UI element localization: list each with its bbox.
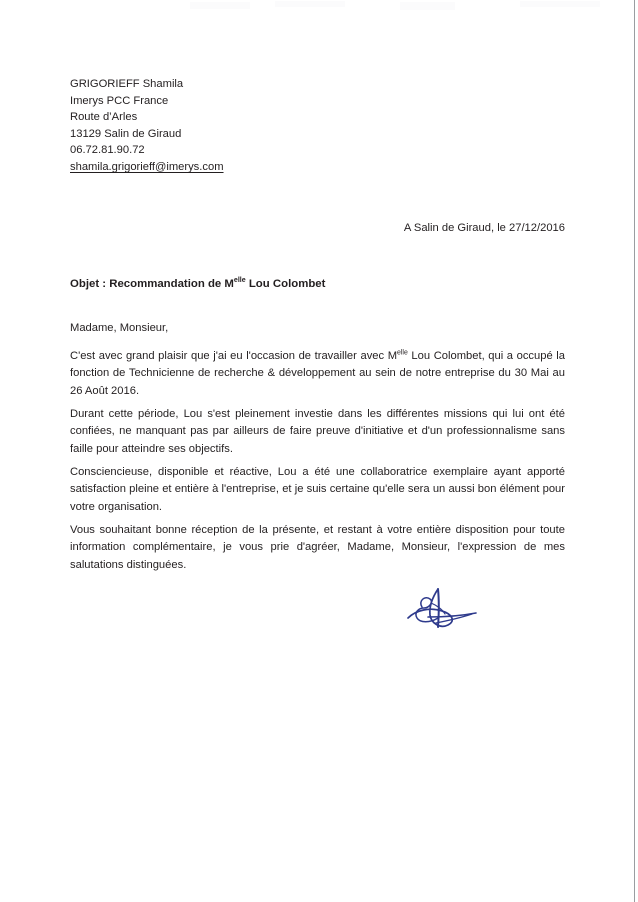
sender-city: 13129 Salin de Giraud <box>70 127 182 140</box>
body-paragraph-1 <box>70 348 565 400</box>
paragraph-1-after: Lou Colombet, qui a occupé la fonction de Technicienne de recherche & développement au sein de notre entreprise du 30 Mai au 26 Août 2016. <box>70 350 565 397</box>
subject-suffix: Lou Colombet <box>245 278 326 290</box>
body-paragraph-4: Vous souhaitant bonne réception de la présente, et restant à votre entière disposition pour toute information complémentaire, je vous prie d'agréer, Madame, Monsieur, l'expression de mes salutations distinguées. <box>70 524 565 571</box>
sender-email-link[interactable]: shamila.grigorieff@imerys.com <box>70 160 224 173</box>
paragraph-1-superscript: elle <box>397 349 408 357</box>
scan-smudge <box>400 2 455 10</box>
body-paragraph-2: Durant cette période, Lou s'est pleinement investie dans les différentes missions qui lui ont été confiées, ne manquant pas par ailleurs de faire preuve d'initiative et d'un professionnalisme sans faille pour atteindre ses objectifs. <box>70 408 565 455</box>
sender-address-block <box>70 76 490 176</box>
body-paragraph-3: Consciencieuse, disponible et réactive, Lou a été une collaboratrice exemplaire ayant apporté satisfaction pleine et entière à l'entreprise, et je suis certaine qu'elle sera un aussi bon élément pour votre organisation. <box>70 466 565 513</box>
scan-smudge <box>520 1 600 7</box>
sender-company: Imerys PCC France <box>70 94 169 107</box>
sender-name: GRIGORIEFF Shamila <box>70 78 184 90</box>
sender-street: Route d’Arles <box>70 111 138 124</box>
salutation: Madame, Monsieur, <box>70 322 169 334</box>
subject-line <box>70 276 565 292</box>
subject-prefix: Objet : Recommandation de M <box>70 278 234 290</box>
page-edge-line <box>634 0 635 902</box>
scan-smudge <box>190 2 250 9</box>
date-line: A Salin de Giraud, le 27/12/2016 <box>403 222 565 234</box>
subject-superscript: elle <box>233 277 246 285</box>
handwritten-signature-icon <box>398 583 508 641</box>
sender-phone: 06.72.81.90.72 <box>70 144 145 157</box>
scan-smudge <box>275 1 345 7</box>
paragraph-1-before: C'est avec grand plaisir que j'ai eu l'occasion de travailler avec M <box>70 350 398 362</box>
